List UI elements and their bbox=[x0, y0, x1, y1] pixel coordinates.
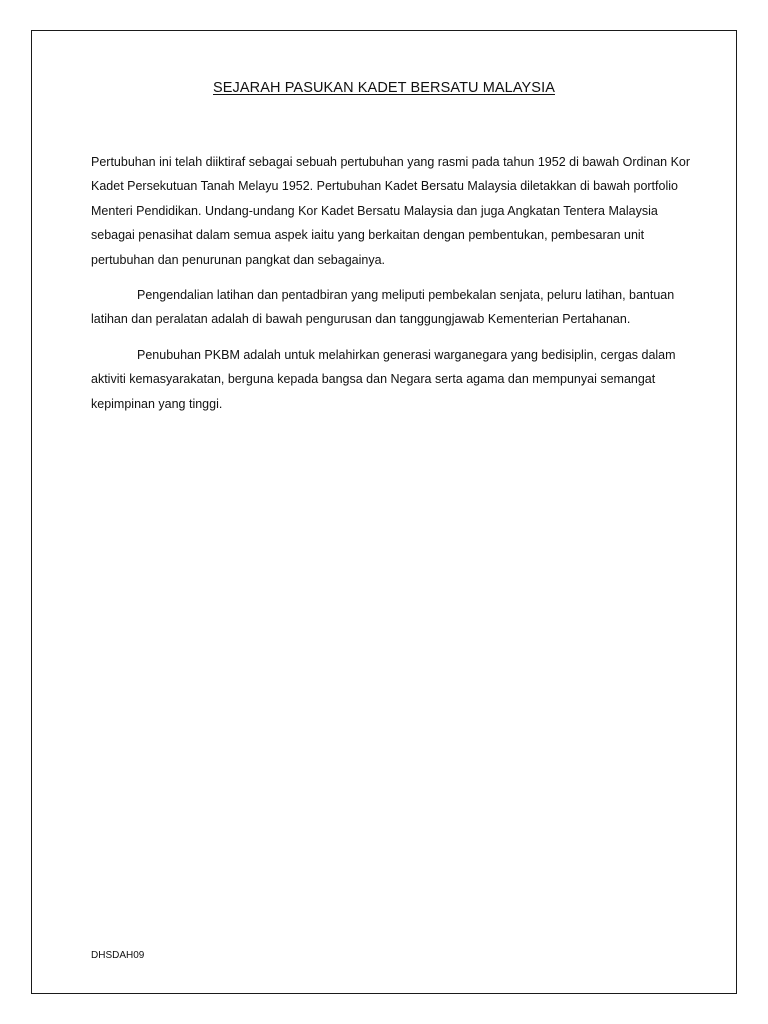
document-title: SEJARAH PASUKAN KADET BERSATU MALAYSIA bbox=[213, 80, 555, 96]
paragraph-history: Pertubuhan ini telah diiktiraf sebagai sebuah pertubuhan yang rasmi pada tahun 1952 di bawah Ordinan Kor Kadet Persekutuan Tanah Melayu 1952. Pertubuhan Kadet Bersatu Malaysia diletakkan di bawah portfolio Menteri Pendidikan. Undang-undang Kor Kadet Bersatu Malaysia dan juga Angkatan Tentera Malaysia sebagai penasihat dalam semua aspek iaitu yang berkaitan dengan pembentukan, pembesaran unit pertubuhan dan penurunan pangkat dan sebagainya. bbox=[91, 155, 691, 267]
document-body bbox=[91, 150, 691, 427]
paragraph-training: Pengendalian latihan dan pentadbiran yang meliputi pembekalan senjata, peluru latihan, bantuan latihan dan peralatan adalah di bawah pengurusan dan tanggungjawab Kementerian Pertahanan. bbox=[91, 288, 675, 327]
paragraph-purpose: Penubuhan PKBM adalah untuk melahirkan generasi warganegara yang bedisiplin, cergas dalam aktiviti kemasyarakatan, berguna kepada bangsa dan Negara serta agama dan mempunyai semangat kepimpinan yang tinggi. bbox=[91, 347, 676, 411]
footer-code: DHSDAH09 bbox=[91, 950, 145, 961]
